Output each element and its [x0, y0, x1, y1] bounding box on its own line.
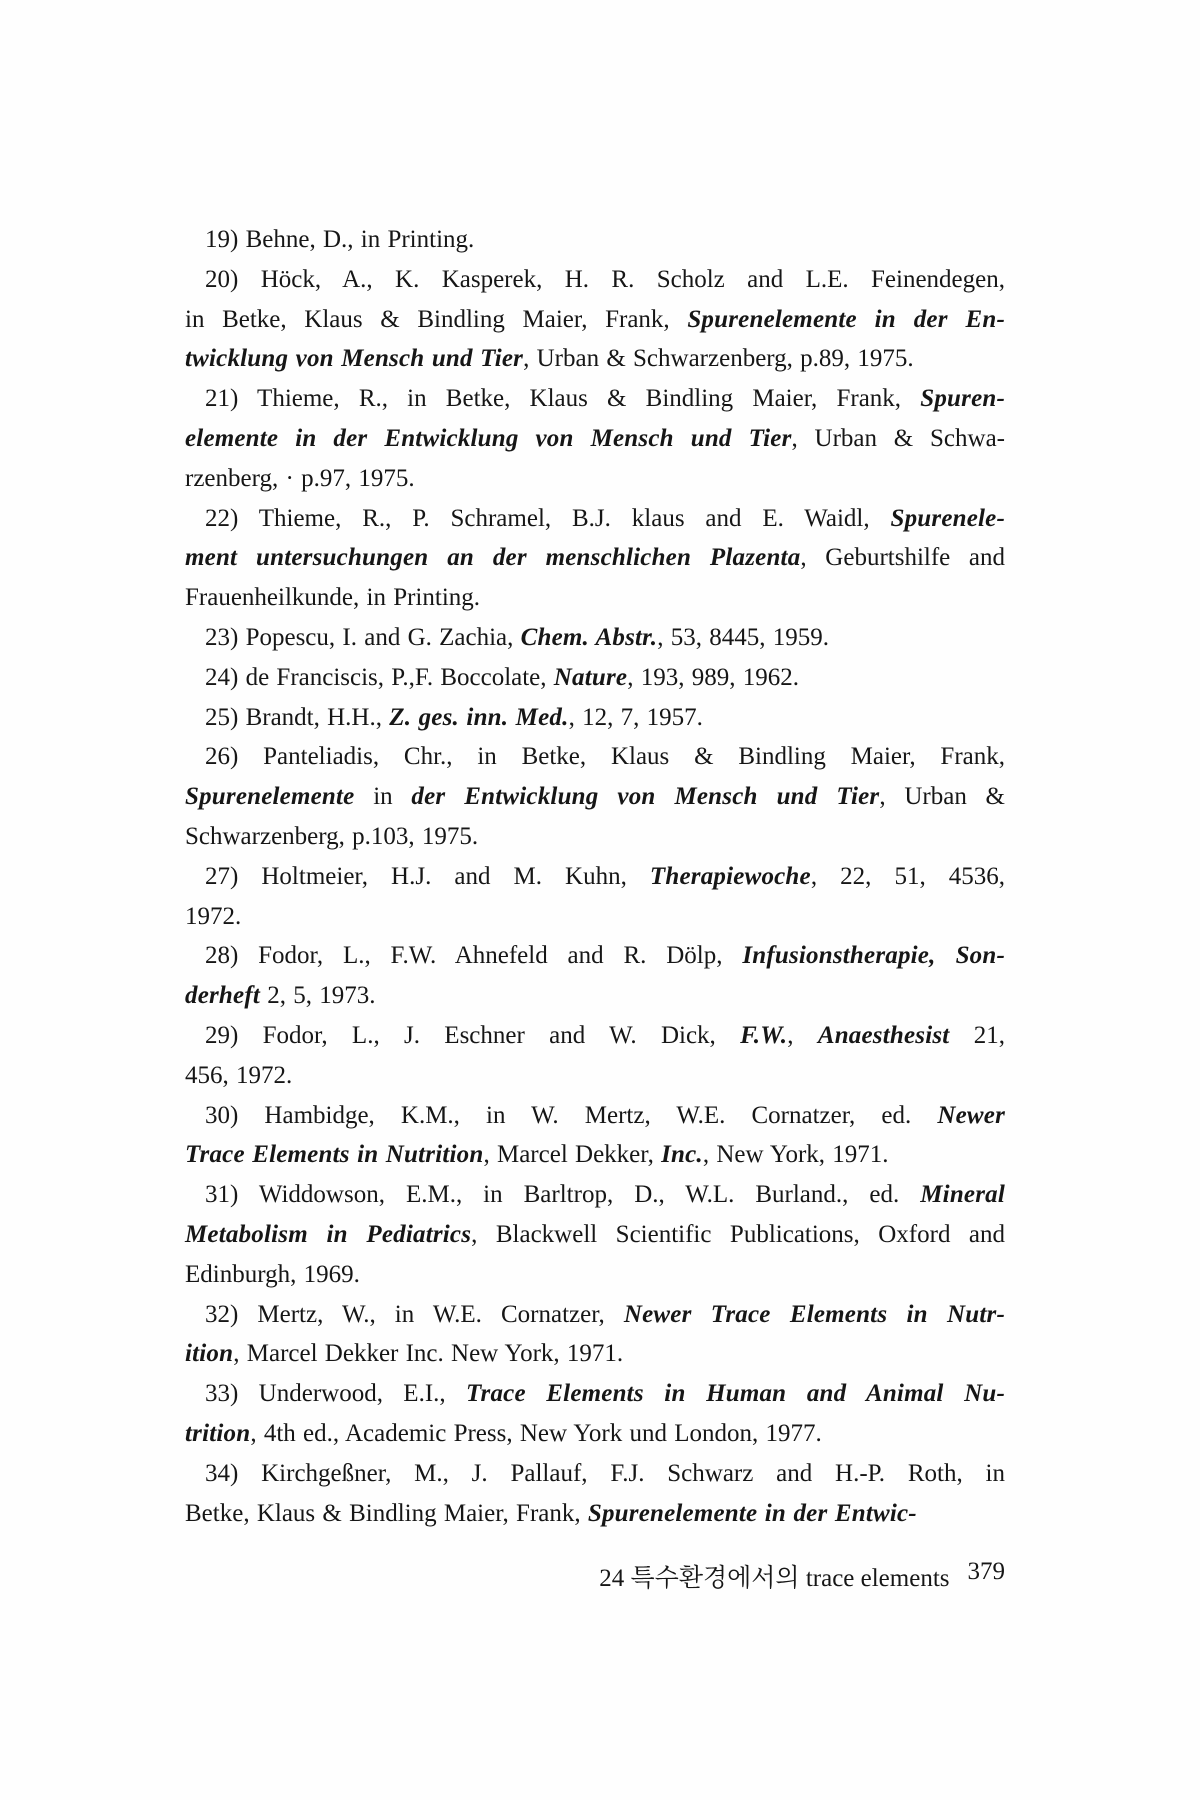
reference-text: 23) Popescu, I. and G. Zachia, — [205, 623, 521, 651]
reference-entry — [185, 379, 1005, 498]
reference-entry — [185, 1096, 1005, 1176]
italic-title-text: Newer Trace Elements in Nutr- — [623, 1300, 1005, 1328]
reference-text: 27) Holtmeier, H.J. and M. Kuhn, — [205, 862, 650, 890]
reference-line — [185, 260, 1005, 300]
italic-title-text: Therapiewoche — [649, 862, 811, 890]
reference-text: , Urban & — [879, 783, 1006, 811]
reference-line — [185, 578, 1005, 618]
reference-entry — [185, 1016, 1005, 1096]
italic-title-text: Spurenelemente in der En- — [687, 305, 1006, 333]
reference-line — [185, 817, 1005, 857]
reference-text: 19) Behne, D., in Printing. — [205, 226, 475, 253]
reference-entry — [185, 1295, 1005, 1375]
reference-entry — [185, 1454, 1005, 1534]
italic-title-text: elemente in der Entwicklung von Mensch und Tier — [185, 424, 792, 452]
reference-line — [185, 1334, 1005, 1374]
reference-line — [185, 698, 1005, 738]
italic-title-text: Inc. — [661, 1141, 703, 1169]
reference-text: , — [787, 1021, 818, 1049]
italic-title-text: Spurenelemente — [185, 783, 355, 811]
reference-text: 34) Kirchgeßner, M., J. Pallauf, F.J. Schwarz and H.-P. Roth, in — [205, 1459, 1005, 1487]
reference-line — [185, 499, 1005, 539]
italic-title-text: ition — [185, 1340, 234, 1368]
reference-line — [185, 857, 1005, 897]
italic-title-text: F.W. — [740, 1021, 788, 1049]
reference-entry — [185, 658, 1005, 698]
reference-text: , New York, 1971. — [702, 1141, 889, 1169]
reference-text: 31) Widdowson, E.M., in Barltrop, D., W.L. Burland., ed. — [205, 1181, 921, 1209]
reference-text: in — [354, 783, 412, 811]
reference-entry — [185, 857, 1005, 937]
reference-line — [185, 1255, 1005, 1295]
reference-text: , 53, 8445, 1959. — [657, 623, 829, 651]
reference-line — [185, 538, 1005, 578]
reference-entry — [185, 936, 1005, 1016]
italic-title-text: Spuren- — [920, 385, 1005, 413]
reference-text: 25) Brandt, H.H., — [205, 703, 390, 731]
reference-line — [185, 1215, 1005, 1255]
reference-line — [185, 936, 1005, 976]
reference-text: , Marcel Dekker, — [483, 1141, 662, 1169]
italic-title-text: trition — [185, 1419, 251, 1447]
reference-line — [185, 1374, 1005, 1414]
italic-title-text: Spurenele- — [890, 504, 1005, 532]
italic-title-text: der Entwicklung von Mensch und Tier — [411, 783, 880, 811]
reference-entry — [185, 220, 1005, 260]
reference-line — [185, 1135, 1005, 1175]
page-number: 379 — [967, 1558, 1005, 1585]
reference-line — [185, 1016, 1005, 1056]
reference-entry — [185, 698, 1005, 738]
reference-text: 21, — [949, 1021, 1005, 1049]
reference-text: 33) Underwood, E.I., — [205, 1380, 466, 1408]
italic-title-text: Mineral — [920, 1181, 1005, 1209]
reference-text: Edinburgh, 1969. — [185, 1260, 360, 1288]
reference-line — [185, 658, 1005, 698]
reference-entry — [185, 260, 1005, 379]
reference-entry — [185, 1175, 1005, 1294]
reference-text: 2, 5, 1973. — [260, 982, 376, 1010]
reference-entry — [185, 737, 1005, 856]
reference-entry — [185, 1374, 1005, 1454]
running-title: 24 특수환경에서의 trace elements — [599, 1565, 950, 1592]
reference-text: , 12, 7, 1957. — [568, 703, 703, 731]
reference-text: , Marcel Dekker Inc. New York, 1971. — [233, 1340, 624, 1368]
reference-line — [185, 897, 1005, 937]
reference-line — [185, 737, 1005, 777]
reference-text: 29) Fodor, L., J. Eschner and W. Dick, — [205, 1021, 741, 1049]
italic-title-text: twicklung von Mensch und Tier — [185, 345, 524, 373]
reference-entry — [185, 618, 1005, 658]
italic-title-text: Spurenelemente in der Entwic- — [587, 1499, 917, 1527]
reference-text: , 4th ed., Academic Press, New York und London, 1977. — [250, 1419, 822, 1447]
reference-text: , Geburtshilfe and — [800, 544, 1005, 572]
reference-text: 30) Hambidge, K.M., in W. Mertz, W.E. Cornatzer, ed. — [205, 1101, 938, 1129]
reference-text: 1972. — [185, 902, 242, 930]
reference-line — [185, 1056, 1005, 1096]
reference-line — [185, 1454, 1005, 1494]
reference-text: Betke, Klaus & Bindling Maier, Frank, — [185, 1499, 588, 1527]
italic-title-text: Trace Elements in Nutrition — [185, 1141, 484, 1169]
reference-text: 28) Fodor, L., F.W. Ahnefeld and R. Dölp, — [205, 942, 743, 970]
reference-line — [185, 1494, 1005, 1534]
reference-line — [185, 618, 1005, 658]
reference-line — [185, 419, 1005, 459]
italic-title-text: Anaesthesist — [817, 1021, 950, 1049]
reference-line — [185, 339, 1005, 379]
italic-title-text: Newer — [937, 1101, 1005, 1129]
reference-text: , Urban & Schwa- — [791, 424, 1005, 452]
reference-text: , 193, 989, 1962. — [627, 663, 799, 691]
reference-text: 24) de Franciscis, P.,F. Boccolate, — [205, 663, 554, 691]
reference-text: , Blackwell Scientific Publications, Oxford and — [471, 1220, 1005, 1248]
italic-title-text: Chem. Abstr. — [520, 623, 658, 651]
reference-line — [185, 220, 1005, 260]
reference-line — [185, 1295, 1005, 1335]
page-footer — [550, 1558, 1005, 1594]
reference-line — [185, 459, 1005, 499]
reference-line — [185, 777, 1005, 817]
reference-text: 20) Höck, A., K. Kasperek, H. R. Scholz and L.E. Feinendegen, — [205, 265, 1005, 293]
reference-line — [185, 1175, 1005, 1215]
reference-text: Frauenheilkunde, in Printing. — [185, 584, 481, 612]
reference-text: Schwarzenberg, p.103, 1975. — [185, 822, 479, 850]
italic-title-text: Z. ges. inn. Med. — [389, 703, 569, 731]
reference-line — [185, 1414, 1005, 1454]
reference-entry — [185, 499, 1005, 618]
reference-text: in Betke, Klaus & Bindling Maier, Frank, — [185, 305, 688, 333]
reference-line — [185, 1096, 1005, 1136]
italic-title-text: Metabolism in Pediatrics — [185, 1220, 472, 1248]
reference-text: , 22, 51, 4536, — [810, 862, 1006, 890]
reference-line — [185, 300, 1005, 340]
italic-title-text: Nature — [553, 663, 628, 691]
reference-line — [185, 976, 1005, 1016]
reference-list — [185, 220, 1005, 1533]
reference-text: 21) Thieme, R., in Betke, Klaus & Bindling Maier, Frank, — [205, 385, 921, 413]
italic-title-text: Trace Elements in Human and Animal Nu- — [466, 1380, 1005, 1408]
italic-title-text: derheft — [185, 982, 260, 1010]
reference-text: 22) Thieme, R., P. Schramel, B.J. klaus and E. Waidl, — [205, 504, 891, 532]
reference-text: , Urban & Schwarzenberg, p.89, 1975. — [523, 345, 914, 373]
reference-text: rzenberg, · p.97, 1975. — [185, 464, 415, 492]
reference-text: 32) Mertz, W., in W.E. Cornatzer, — [205, 1300, 624, 1328]
italic-title-text: ment untersuchungen an der menschlichen Plazenta — [185, 544, 801, 572]
reference-line — [185, 379, 1005, 419]
italic-title-text: Infusionstherapie, Son- — [742, 942, 1006, 970]
reference-text: 26) Panteliadis, Chr., in Betke, Klaus & Bindling Maier, Frank, — [205, 743, 1005, 771]
reference-text: 456, 1972. — [185, 1061, 293, 1089]
